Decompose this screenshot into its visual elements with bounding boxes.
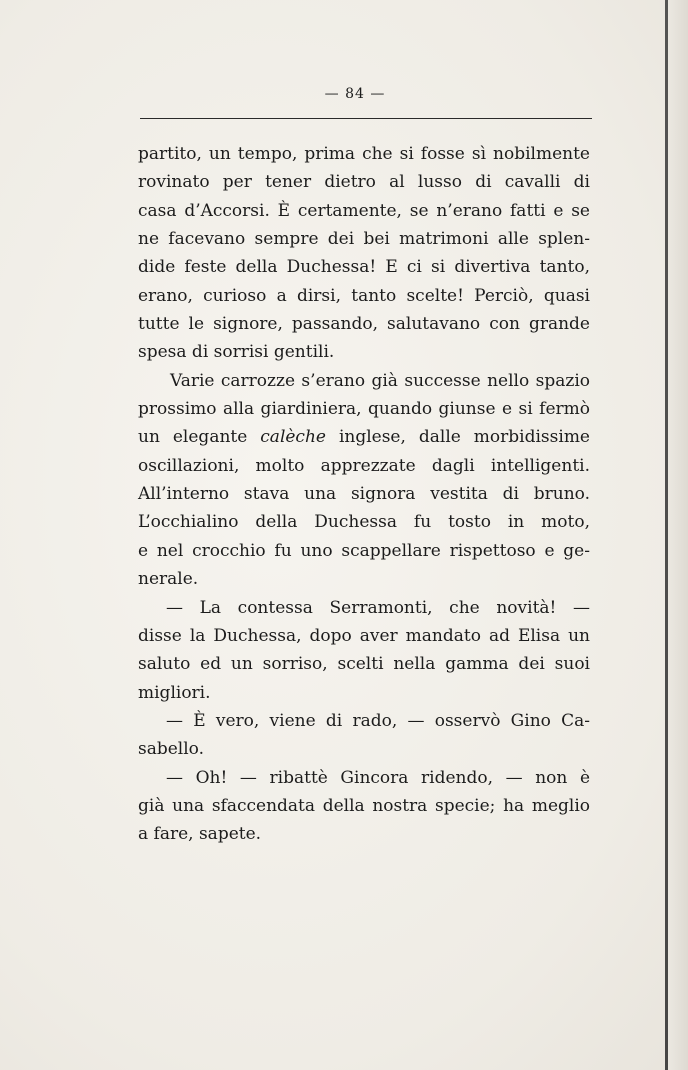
text-line: erano, curioso a dirsi, tanto scelte! Perciò, quasi [138,285,590,306]
text-line: — La contessa Serramonti, che novità! — [166,597,590,618]
text-line: dide feste della Duchessa! E ci si divertiva tanto, [138,257,590,278]
text-line: migliori. [138,682,211,703]
text-line: — È vero, viene di rado, — osservò Gino Ca- [166,710,590,731]
text-line: e nel crocchio fu uno scappellare rispettoso e ge- [138,540,590,561]
text-line: già una sfaccendata della nostra specie; ha meglio [138,795,590,816]
text-line: Varie carrozze s’erano già successe nello spazio [170,370,590,391]
text-line: disse la Duchessa, dopo aver mandato ad Elisa un [138,625,590,646]
text-line: tutte le signore, passando, salutavano con grande [138,314,590,335]
text-line: un elegante calèche inglese, dalle morbidissime [138,427,590,448]
page-edge-shadow [668,0,688,1070]
text-line: spesa di sorrisi gentili. [138,342,335,363]
text-line: partito, un tempo, prima che si fosse sì nobilmente [138,144,590,164]
text-line: prossimo alla giardiniera, quando giunse e si fermò [138,399,590,420]
text-line: saluto ed un sorriso, scelti nella gamma dei suoi [138,654,590,675]
text-line: All’interno stava una signora vestita di bruno. [138,484,590,505]
text-line: nerale. [138,569,199,590]
text-line: L’occhialino della Duchessa fu tosto in moto, [138,512,590,533]
header-rule [140,118,592,119]
page-edge-line [665,0,668,1070]
text-line: rovinato per tener dietro al lusso di cavalli di [138,172,590,193]
italic-word: calèche [260,427,326,448]
page-number: — 84 — [324,86,386,102]
text-line: sabello. [138,739,205,760]
text-line: casa d’Accorsi. È certamente, se n’erano fatti e se [138,200,590,221]
text-line: oscillazioni, molto apprezzate dagli intelligenti. [138,455,590,476]
text-line: a fare, sapete. [138,824,262,845]
text-line: — Oh! — ribattè Gincora ridendo, — non è [166,767,590,788]
body-text [138,140,590,849]
text-line: ne facevano sempre dei bei matrimoni alle splen- [138,229,590,250]
